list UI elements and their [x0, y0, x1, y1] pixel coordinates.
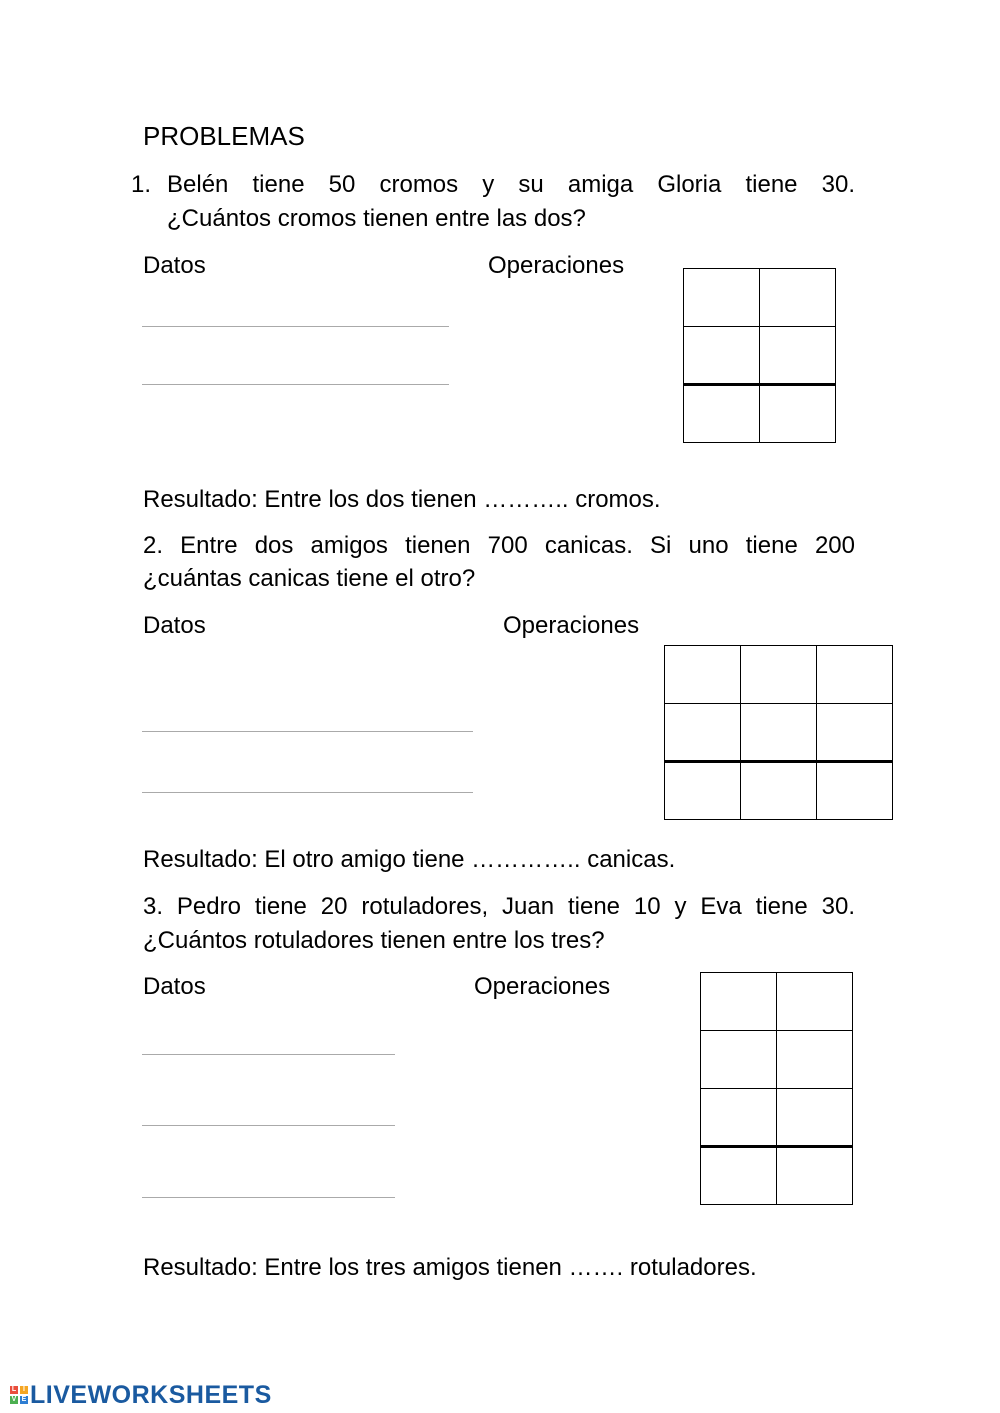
problem-2-operation-grid: [664, 645, 893, 820]
problem-1-statement-line2: ¿Cuántos cromos tienen entre las dos?: [167, 205, 586, 232]
problem-3-datos-label: Datos: [143, 973, 206, 1000]
liveworksheets-icon: [10, 1386, 28, 1404]
grid-cell[interactable]: [665, 762, 741, 820]
problem-1-number: 1.: [131, 171, 152, 198]
problem-3-operation-grid: [700, 972, 853, 1205]
logo-square-l: L: [11, 1386, 17, 1393]
problem-2-statement-line1: 2. Entre dos amigos tienen 700 canicas. Si uno tiene 200: [143, 532, 855, 559]
grid-cell[interactable]: [760, 269, 836, 327]
problem-1-operaciones-label: Operaciones: [488, 252, 625, 279]
problem-3-statement-line2: ¿Cuántos rotuladores tienen entre los tres?: [143, 927, 605, 954]
problem-2-statement-line2: ¿cuántas canicas tiene el otro?: [143, 565, 476, 592]
grid-cell[interactable]: [684, 327, 760, 385]
grid-cell[interactable]: [665, 646, 741, 704]
grid-cell[interactable]: [741, 646, 817, 704]
logo-square-v: V: [11, 1396, 17, 1403]
liveworksheets-logo: [10, 1380, 272, 1410]
problem-1-datos-line-1[interactable]: [142, 326, 449, 327]
grid-cell[interactable]: [760, 385, 836, 443]
grid-cell[interactable]: [777, 1031, 853, 1089]
problem-3-operaciones-label: Operaciones: [474, 973, 611, 1000]
grid-cell[interactable]: [817, 704, 893, 762]
grid-cell[interactable]: [777, 1147, 853, 1205]
problem-3-statement-line1: 3. Pedro tiene 20 rotuladores, Juan tiene 10 y Eva tiene 30.: [143, 893, 855, 920]
grid-cell[interactable]: [817, 646, 893, 704]
grid-cell[interactable]: [701, 1031, 777, 1089]
grid-cell[interactable]: [777, 1089, 853, 1147]
page-title: PROBLEMAS: [143, 121, 305, 151]
grid-cell[interactable]: [701, 1089, 777, 1147]
grid-cell[interactable]: [701, 1147, 777, 1205]
grid-cell[interactable]: [760, 327, 836, 385]
problem-1-datos-label: Datos: [143, 252, 206, 279]
grid-cell[interactable]: [741, 762, 817, 820]
problem-2-datos-label: Datos: [143, 612, 206, 639]
brand-name: LIVEWORKSHEETS: [30, 1381, 272, 1409]
grid-cell[interactable]: [817, 762, 893, 820]
grid-cell[interactable]: [701, 973, 777, 1031]
grid-cell[interactable]: [665, 704, 741, 762]
logo-square-e: E: [21, 1396, 27, 1403]
problem-1-datos-line-2[interactable]: [142, 384, 449, 385]
problem-2-operaciones-label: Operaciones: [503, 612, 640, 639]
problem-3-datos-line-3[interactable]: [142, 1197, 395, 1198]
problem-3-datos-line-1[interactable]: [142, 1054, 395, 1055]
problem-1-result: Resultado: Entre los dos tienen ……….. cromos.: [143, 486, 661, 513]
problem-3-datos-line-2[interactable]: [142, 1125, 395, 1126]
grid-cell[interactable]: [741, 704, 817, 762]
problem-1-statement-line1: Belén tiene 50 cromos y su amiga Gloria tiene 30.: [167, 171, 855, 198]
grid-cell[interactable]: [777, 973, 853, 1031]
logo-square-i: I: [20, 1386, 28, 1394]
problem-2-result: Resultado: El otro amigo tiene ………….. canicas.: [143, 846, 676, 873]
problem-2-datos-line-1[interactable]: [142, 731, 473, 732]
grid-cell[interactable]: [684, 385, 760, 443]
problem-2-datos-line-2[interactable]: [142, 792, 473, 793]
problem-3-result: Resultado: Entre los tres amigos tienen ……. rotuladores.: [143, 1254, 757, 1281]
problem-1-operation-grid: [683, 268, 836, 443]
grid-cell[interactable]: [684, 269, 760, 327]
